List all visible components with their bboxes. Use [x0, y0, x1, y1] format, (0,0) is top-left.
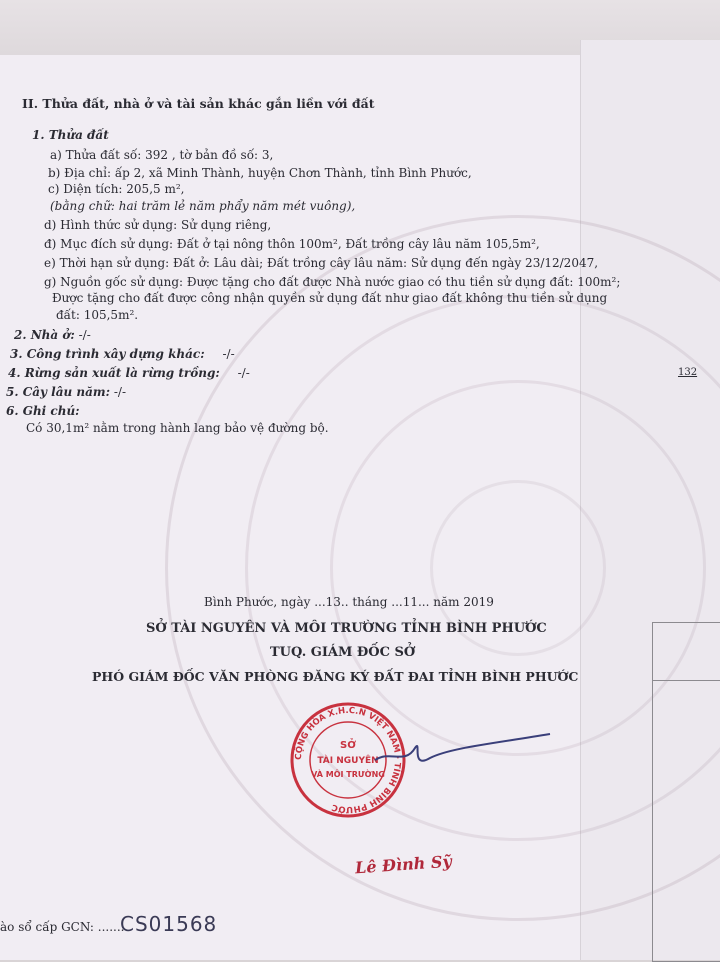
item2-row — [14, 328, 91, 342]
use-form: d) Hình thức sử dụng: Sử dụng riêng, — [44, 218, 272, 232]
gcn-number: CS01568 — [120, 912, 218, 936]
stamp-line1: SỞ — [340, 740, 356, 751]
use-term: e) Thời hạn sử dụng: Đất ở: Lâu dài; Đất trồng cây lâu năm: Sử dụng đến ngày 23/12/2047, — [44, 256, 599, 270]
item2-value: -/- — [78, 328, 91, 342]
item5-value: -/- — [113, 385, 127, 399]
register-box-line — [652, 680, 720, 681]
stamp-line3: VÀ MÔI TRƯỜNG — [311, 770, 385, 779]
item4-label: 4. Rừng sản xuất là rừng trồng: — [8, 366, 220, 380]
item6-label: 6. Ghi chú: — [6, 404, 80, 418]
parcel-area-words: (bằng chữ: hai trăm lẻ năm phẩy năm mét vuông), — [50, 199, 356, 213]
use-origin-3: đất: 105,5m². — [56, 308, 139, 322]
stamp-ring-text: CỘNG HÒA X.H.C.N VIỆT NAM · TỈNH BÌNH PHƯỚC — [293, 705, 403, 815]
item2-label: 2. Nhà ở: — [14, 328, 75, 342]
authority-title: PHÓ GIÁM ĐỐC VĂN PHÒNG ĐĂNG KÝ ĐẤT ĐAI TỈNH BÌNH PHƯỚC — [92, 669, 579, 684]
register-box — [652, 622, 720, 962]
item6-note: Có 30,1m² nằm trong hành lang bảo vệ đường bộ. — [26, 421, 329, 435]
use-origin-2: Được tặng cho đất được công nhận quyền sử dụng đất như giao đất không thu tiền sử dụng — [52, 291, 608, 305]
use-origin: g) Nguồn gốc sử dụng: Được tặng cho đất được Nhà nước giao có thu tiền sử dụng đất: 100m²; — [44, 275, 621, 289]
gcn-label: ào sổ cấp GCN: ........ — [0, 920, 129, 934]
item1-title: 1. Thửa đất — [32, 128, 109, 142]
parcel-area: c) Diện tích: 205,5 m², — [48, 182, 185, 196]
item5-label: 5. Cây lâu năm: — [6, 385, 111, 399]
item4-row — [8, 366, 250, 380]
item5-row — [6, 385, 126, 399]
parcel-number: a) Thửa đất số: 392 , tờ bản đồ số: 3, — [50, 148, 274, 162]
margin-number: 132 — [678, 367, 698, 378]
stamp-line2: TÀI NGUYÊN — [317, 756, 379, 766]
parcel-address: b) Địa chỉ: ấp 2, xã Minh Thành, huyện Chơn Thành, tỉnh Bình Phước, — [48, 166, 472, 180]
use-purpose: đ) Mục đích sử dụng: Đất ở tại nông thôn 100m², Đất trồng cây lâu năm 105,5m², — [44, 237, 540, 251]
signature-scribble — [370, 730, 560, 780]
item3-value: -/- — [222, 347, 235, 361]
section-title: II. Thửa đất, nhà ở và tài sản khác gắn liền với đất — [22, 96, 375, 111]
item3-row — [10, 347, 235, 361]
item3-label: 3. Công trình xây dựng khác: — [10, 347, 205, 361]
authority-name: SỞ TÀI NGUYÊN VÀ MÔI TRƯỜNG TỈNH BÌNH PHƯỚC — [146, 621, 547, 636]
item4-value: -/- — [237, 366, 250, 380]
date-line: Bình Phước, ngày ...13.. tháng ...11... năm 2019 — [204, 595, 494, 609]
signer-name: Lê Đình Sỹ — [354, 851, 453, 878]
authority-delegation: TUQ. GIÁM ĐỐC SỞ — [270, 645, 416, 660]
